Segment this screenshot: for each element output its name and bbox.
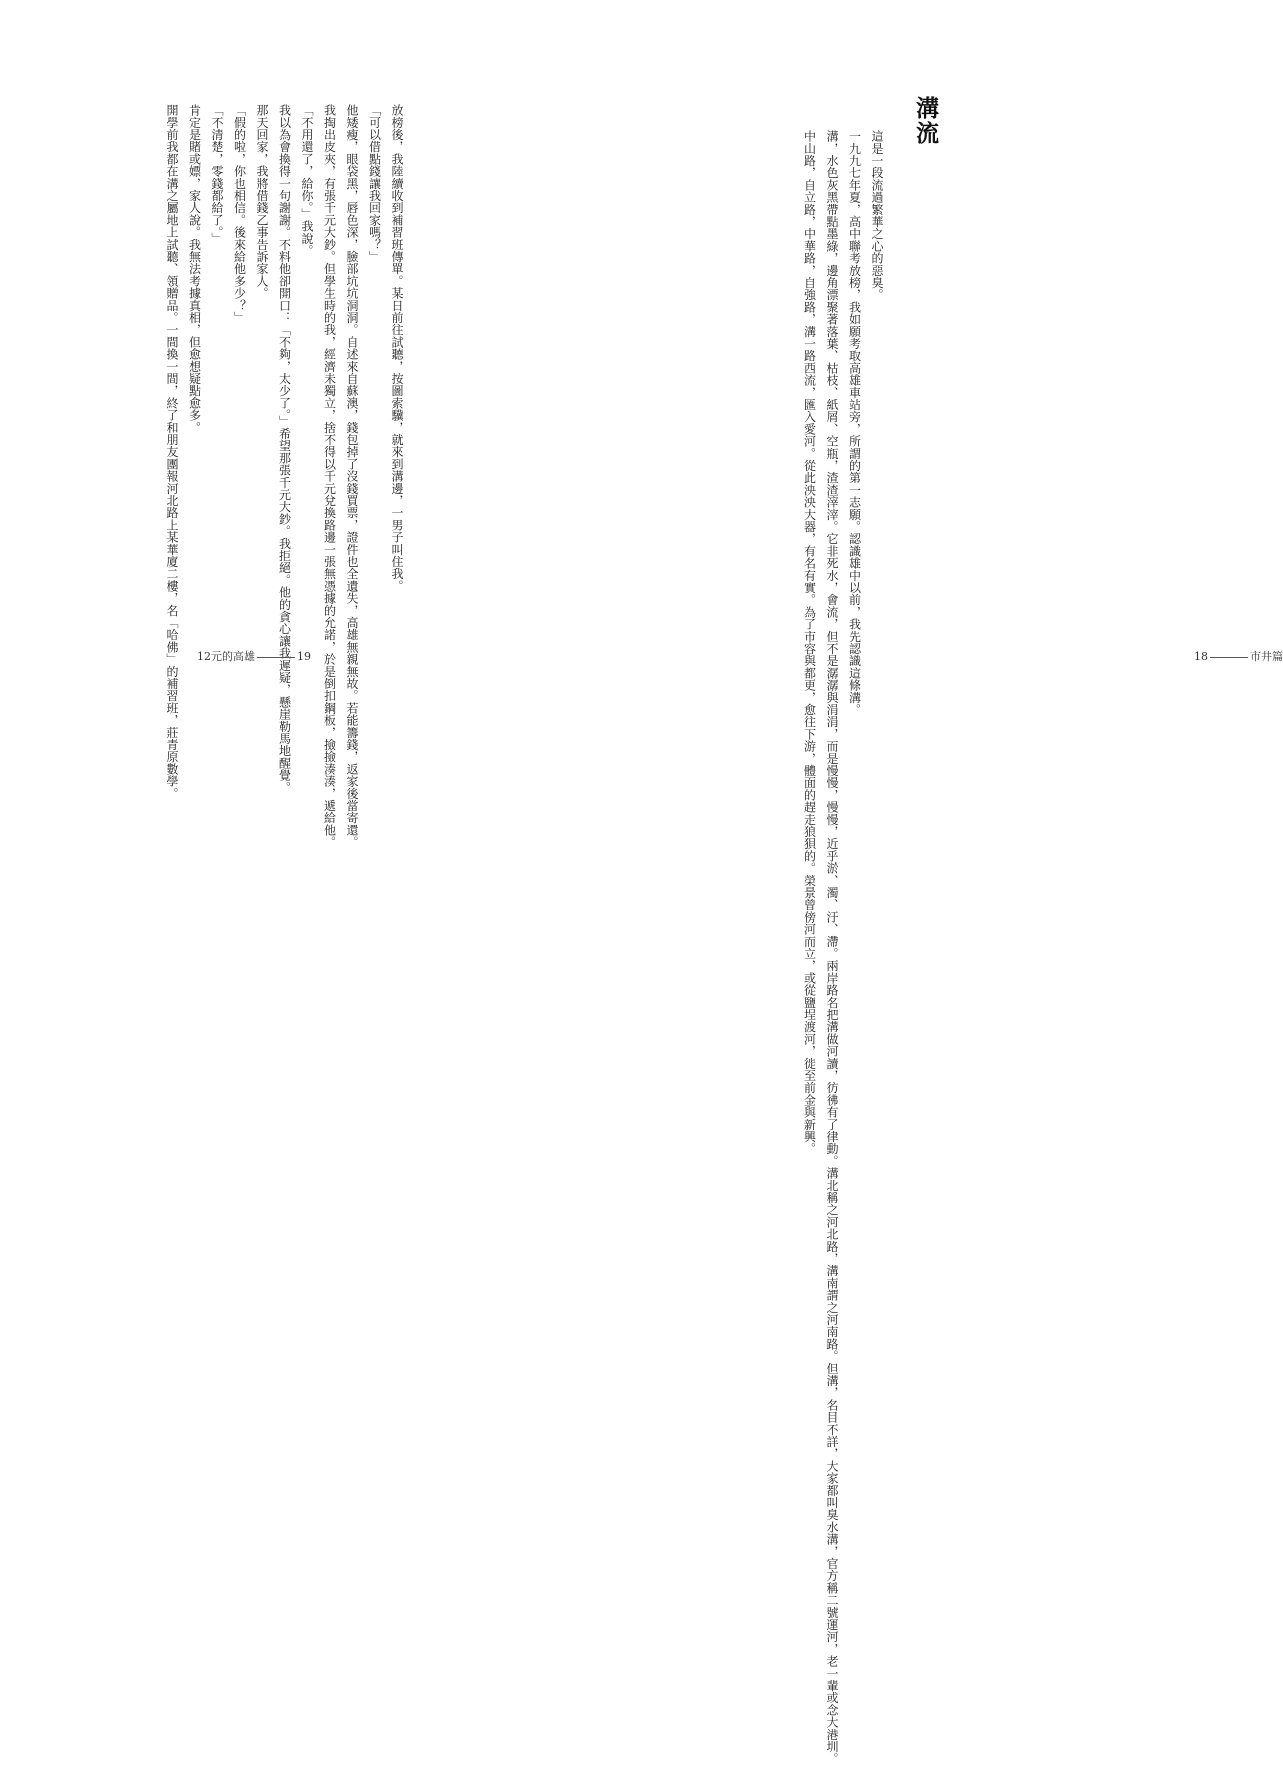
paragraph: 這是一段流過繁華之心的惡臭。 — [870, 130, 884, 301]
page-number: 18 — [1194, 650, 1208, 663]
page-number: 19 — [297, 650, 311, 663]
right-page — [500, 0, 1283, 1765]
paragraph: 開學前我都在溝之屬地上試聽、領贈品。一間換一間，終了和朋友團報河北路上某華廈二樓，名「哈佛」的補習班，莊青原數學。 — [165, 104, 179, 800]
right-page-folio — [1194, 648, 1283, 664]
paragraph: 我以為會換得一句謝謝。不料他卻開口：「不夠，太少了。」希望那張千元大鈔。我拒絕。他的貪心讓我遲疑，懸崖勒馬地醒覺。 — [277, 104, 292, 794]
paragraph: 我掏出皮夾，有張千元大鈔。但學生時的我，經濟未獨立，捨不得以千元兌換路邊一張無憑據的允諾，於是倒扣鋼板，撿撿湊湊，遞給他。 — [322, 104, 337, 849]
paragraph: 一九九七年夏，高中聯考放榜，我如願考取高雄車站旁，所謂的第一志願。認識雄中以前，我先認識這條溝。 — [847, 130, 862, 716]
paragraph: 中山路，自立路，中華路，自強路，溝一路西流，匯入愛河。從此泱泱大器，有名有實。為了市容與都更，愈往下游，體面的趕走狼狽的。榮景曾傍河而立，或從鹽埕渡河，徙至前金與新興。 — [802, 130, 817, 1155]
folio-dash — [1210, 657, 1248, 658]
folio-dash — [257, 657, 295, 658]
paragraph: 肯定是賭或嫖，家人說。我無法考據真相，但愈想疑點愈多。 — [187, 104, 202, 434]
left-page — [0, 0, 500, 849]
chapter-title: 溝流 — [912, 96, 939, 146]
paragraph: 溝，水色灰黑帶點墨綠，邊角漂聚著落葉、枯枝、紙屑、空瓶，渣渣滓滓。它非死水，會流，但不是潺潺與涓涓，而是慢慢，慢慢，近乎淤、濁、汙、滯。兩岸路名把溝做河讀，彷彿有了律動。溝北稱之河北路，溝南謂之河南路。但溝，名目不詳，大家都叫臭水溝，官方稱二號運河，老一輩或念大港圳。 — [825, 130, 839, 1765]
section-name: 市井篇 — [1250, 650, 1283, 663]
paragraph: 「假的啦，你也相信。後來給他多少？」 — [232, 104, 247, 324]
paragraph: 「可以借點錢讓我回家嗎？」 — [367, 104, 382, 263]
right-page-body — [798, 106, 888, 1765]
paragraph: 「不用還了，給你。」我說。 — [300, 104, 314, 257]
book-title: 12元的高雄 — [197, 650, 255, 663]
left-page-folio — [197, 648, 311, 664]
paragraph: 「不清楚，零錢都給了。」 — [210, 104, 224, 245]
paragraph: 放榜後，我陸續收到補習班傳單。某日前往試聽，按圖索驥，就來到溝邊，一男子叫住我。 — [390, 104, 404, 592]
paragraph: 那天回家，我將借錢乙事告訴家人。 — [255, 104, 269, 300]
paragraph: 他矮瘦，眼袋黑，唇色深，臉部坑坑洞洞。自述來自蘇澳，錢包掉了沒錢買票，證件也全遺失，高雄無親無故。若能籌錢，返家後當寄還。 — [345, 104, 359, 849]
